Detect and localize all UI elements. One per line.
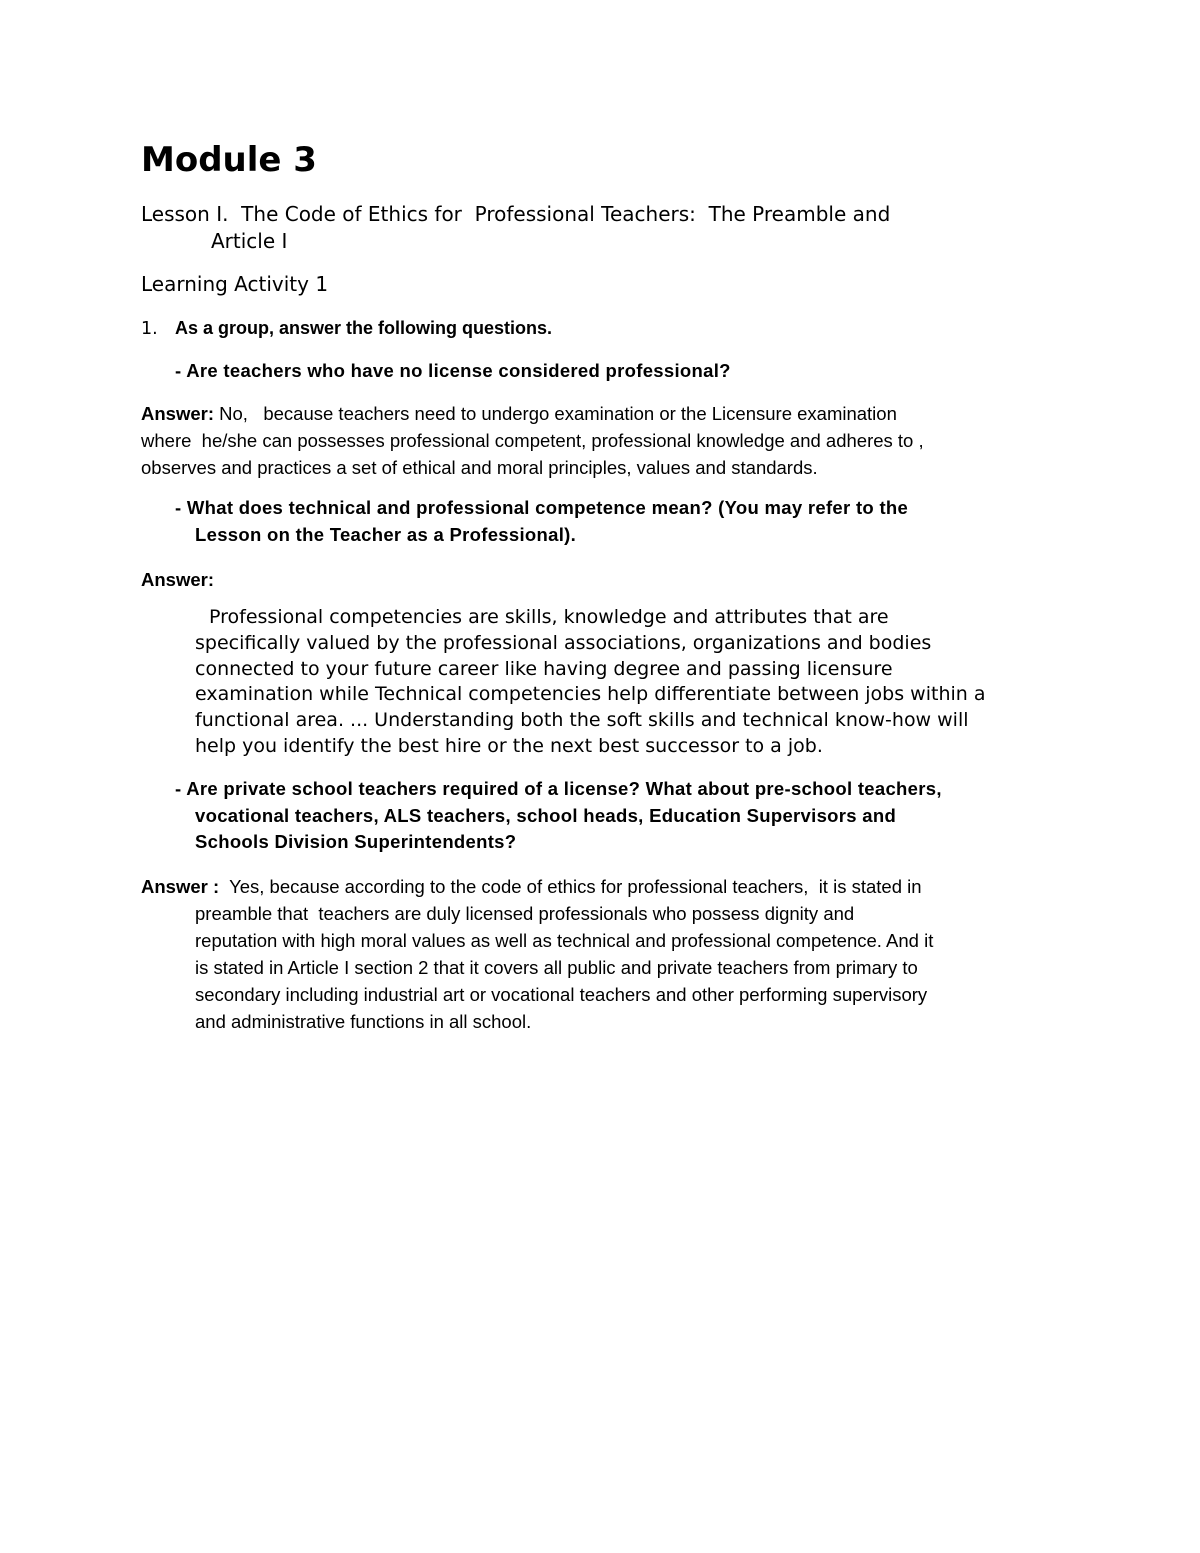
question-3-line-3: Schools Division Superintendents?	[195, 831, 517, 852]
question-3-line-1: - Are private school teachers required of a license? What about pre-school teachers,	[175, 778, 942, 799]
answer-2-label-block	[141, 566, 214, 593]
question-3	[175, 776, 942, 856]
answer-3-line-4: is stated in Article I section 2 that it covers all public and private teachers from primary to	[195, 957, 918, 978]
answer-2-line-2: specifically valued by the professional associations, organizations and bodies	[195, 631, 932, 654]
list-number: 1.	[141, 319, 158, 339]
answer-label: Answer :	[141, 876, 220, 897]
answer-3-line-5: secondary including industrial art or vocational teachers and other performing supervisory	[195, 984, 928, 1005]
question-2-line-2: Lesson on the Teacher as a Professional).	[195, 523, 577, 545]
answer-3-line-6: and administrative functions in all school.	[195, 1011, 532, 1032]
answer-2-line-5: functional area. ... Understanding both the soft skills and technical know-how will	[195, 709, 969, 732]
answer-label: Answer:	[141, 569, 214, 590]
lesson-heading	[141, 201, 1071, 255]
answer-2-line-6: help you identify the best hire or the next best successor to a job.	[195, 734, 823, 757]
answer-2-line-1: Professional competencies are skills, knowledge and attributes that are	[209, 606, 889, 628]
lesson-heading-line-1: Lesson I. The Code of Ethics for Professional Teachers: The Preamble and	[141, 202, 891, 226]
question-2	[175, 495, 908, 548]
question-3-line-2: vocational teachers, ALS teachers, school heads, Education Supervisors and	[195, 804, 897, 826]
answer-1	[141, 400, 1071, 481]
answer-2-line-4: examination while Technical competencies help differentiate between jobs within a	[195, 683, 986, 706]
answer-1-line-1: No, because teachers need to undergo examination or the Licensure examination	[214, 403, 897, 424]
answer-3-line-2: preamble that teachers are duly licensed professionals who possess dignity and	[195, 903, 855, 924]
list-item-text: As a group, answer the following questions.	[175, 318, 553, 338]
answer-1-line-2: where he/she can possesses professional competent, professional knowledge and adheres to ,	[141, 430, 924, 451]
answer-2-line-3: connected to your future career like having degree and passing licensure	[195, 657, 893, 680]
question-1: - Are teachers who have no license considered professional?	[175, 360, 731, 381]
answer-3	[141, 873, 1081, 1035]
activity-title: Learning Activity 1	[141, 272, 329, 296]
list-item-1	[141, 315, 552, 342]
answer-label: Answer:	[141, 403, 214, 424]
answer-3-line-3: reputation with high moral values as well as technical and professional competence. And it	[195, 930, 934, 951]
answer-3-line-1: Yes, because according to the code of ethics for professional teachers, it is stated in	[219, 876, 922, 897]
lesson-heading-line-2: Article I	[211, 229, 288, 253]
answer-1-line-3: observes and practices a set of ethical and moral principles, values and standards.	[141, 457, 818, 478]
answer-2	[195, 605, 1085, 760]
question-2-line-1: - What does technical and professional competence mean? (You may refer to the	[175, 497, 909, 518]
module-title: Module 3	[141, 140, 317, 180]
